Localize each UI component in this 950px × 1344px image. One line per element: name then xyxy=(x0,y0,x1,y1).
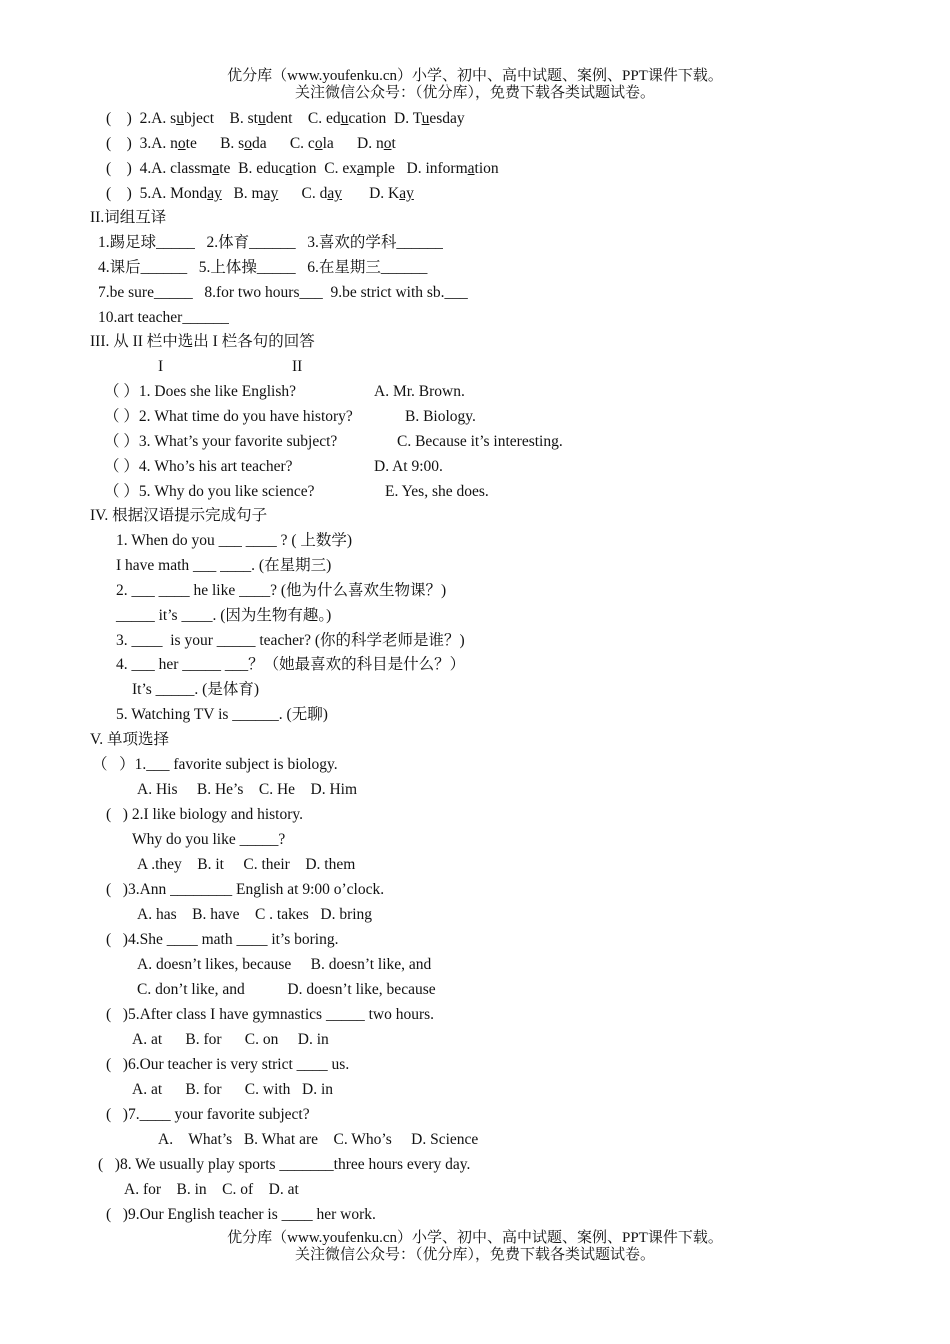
choice-question-9: ( )9.Our English teacher is ____ her work. xyxy=(106,1206,376,1223)
choice-question-3: ( )3.Ann ________ English at 9:00 o’clock. xyxy=(106,881,385,898)
completion-line-5: 3. ____ is your _____ teacher? (你的科学老师是谁？) xyxy=(116,632,465,649)
choice-options-5: A. at B. for C. on D. in xyxy=(132,1031,329,1048)
completion-line-2: I have math ___ ____. (在星期三) xyxy=(116,557,332,574)
matching-answer-c: C. Because it’s interesting. xyxy=(397,433,563,450)
completion-line-8: 5. Watching TV is ______. (无聊) xyxy=(116,706,328,723)
footer-line-2: 关注微信公众号：（优分库），免费下载各类试题试卷。 xyxy=(294,1247,655,1263)
section-2-row-1: 1.踢足球_____ 2.体育______ 3.喜欢的学科______ xyxy=(98,234,443,251)
matching-question-4: （ ）4. Who’s his art teacher? xyxy=(104,458,293,475)
choice-question-4: ( )4.She ____ math ____ it’s boring. xyxy=(106,931,339,948)
choice-question-2-line-2: Why do you like _____? xyxy=(132,831,286,848)
question-1-2: ( ) 2.A. subject B. student C. education D. Tuesday xyxy=(106,110,465,127)
matching-answer-d: D. At 9:00. xyxy=(374,458,443,475)
section-2-title: II.词组互译 xyxy=(90,209,167,226)
matching-question-3: （ ）3. What’s your favorite subject? xyxy=(104,433,338,450)
choice-question-5: ( )5.After class I have gymnastics _____ two hours. xyxy=(106,1006,435,1023)
choice-options-1: A. His B. He’s C. He D. Him xyxy=(137,781,358,798)
section-2-row-2: 4.课后______ 5.上体操_____ 6.在星期三______ xyxy=(98,259,428,276)
section-2-row-3: 7.be sure_____ 8.for two hours___ 9.be strict with sb.___ xyxy=(98,284,468,301)
completion-line-3: 2. ___ ____ he like ____? (他为什么喜欢生物课？) xyxy=(116,582,447,599)
question-1-4: ( ) 4.A. classmate B. education C. example D. information xyxy=(106,160,499,177)
matching-answer-b: B. Biology. xyxy=(405,408,476,425)
section-2-row-4: 10.art teacher______ xyxy=(98,309,229,326)
choice-options-4b: C. don’t like, and D. doesn’t like, because xyxy=(137,981,436,998)
matching-question-2: （ ）2. What time do you have history? xyxy=(104,408,353,425)
question-1-3: ( ) 3.A. note B. soda C. cola D. not xyxy=(106,135,396,152)
matching-answer-a: A. Mr. Brown. xyxy=(374,383,465,400)
choice-question-1: （ ）1.___ favorite subject is biology. xyxy=(92,756,338,773)
choice-options-2: A .they B. it C. their D. them xyxy=(137,856,356,873)
page-header xyxy=(0,68,950,102)
choice-question-6: ( )6.Our teacher is very strict ____ us. xyxy=(106,1056,350,1073)
matching-answer-e: E. Yes, she does. xyxy=(385,483,489,500)
column-ii-heading: II xyxy=(292,358,303,375)
completion-line-6: 4. ___ her _____ ___？（她最喜欢的科目是什么？） xyxy=(116,656,466,673)
choice-options-8: A. for B. in C. of D. at xyxy=(124,1181,299,1198)
completion-line-1: 1. When do you ___ ____ ? ( 上数学) xyxy=(116,532,353,549)
question-1-5: ( ) 5.A. Monday B. may C. day D. Kay xyxy=(106,185,414,202)
choice-question-2: ( ) 2.I like biology and history. xyxy=(106,806,304,823)
header-line-1: 优分库（www.youfenku.cn）小学、初中、高中试题、案例、PPT课件下载。 xyxy=(227,68,723,84)
section-4-title: IV. 根据汉语提示完成句子 xyxy=(90,507,268,524)
header-line-2: 关注微信公众号：（优分库），免费下载各类试题试卷。 xyxy=(294,85,655,101)
choice-question-7: ( )7.____ your favorite subject? xyxy=(106,1106,310,1123)
matching-question-5: （ ）5. Why do you like science? xyxy=(104,483,315,500)
section-5-title: V. 单项选择 xyxy=(90,731,169,748)
page-footer xyxy=(0,1230,950,1264)
section-3-title: III. 从 II 栏中选出 I 栏各句的回答 xyxy=(90,333,315,350)
choice-question-8: ( )8. We usually play sports _______three hours every day. xyxy=(98,1156,471,1173)
completion-line-4: _____ it’s ____. (因为生物有趣。) xyxy=(116,607,332,624)
completion-line-7: It’s _____. (是体育) xyxy=(132,681,260,698)
choice-options-4a: A. doesn’t likes, because B. doesn’t like, and xyxy=(137,956,432,973)
choice-options-6: A. at B. for C. with D. in xyxy=(132,1081,334,1098)
choice-options-7: A. What’s B. What are C. Who’s D. Science xyxy=(158,1131,479,1148)
footer-line-1: 优分库（www.youfenku.cn）小学、初中、高中试题、案例、PPT课件下载。 xyxy=(227,1230,723,1246)
column-i-heading: I xyxy=(158,358,164,375)
matching-question-1: （ ）1. Does she like English? xyxy=(104,383,297,400)
choice-options-3: A. has B. have C . takes D. bring xyxy=(137,906,373,923)
